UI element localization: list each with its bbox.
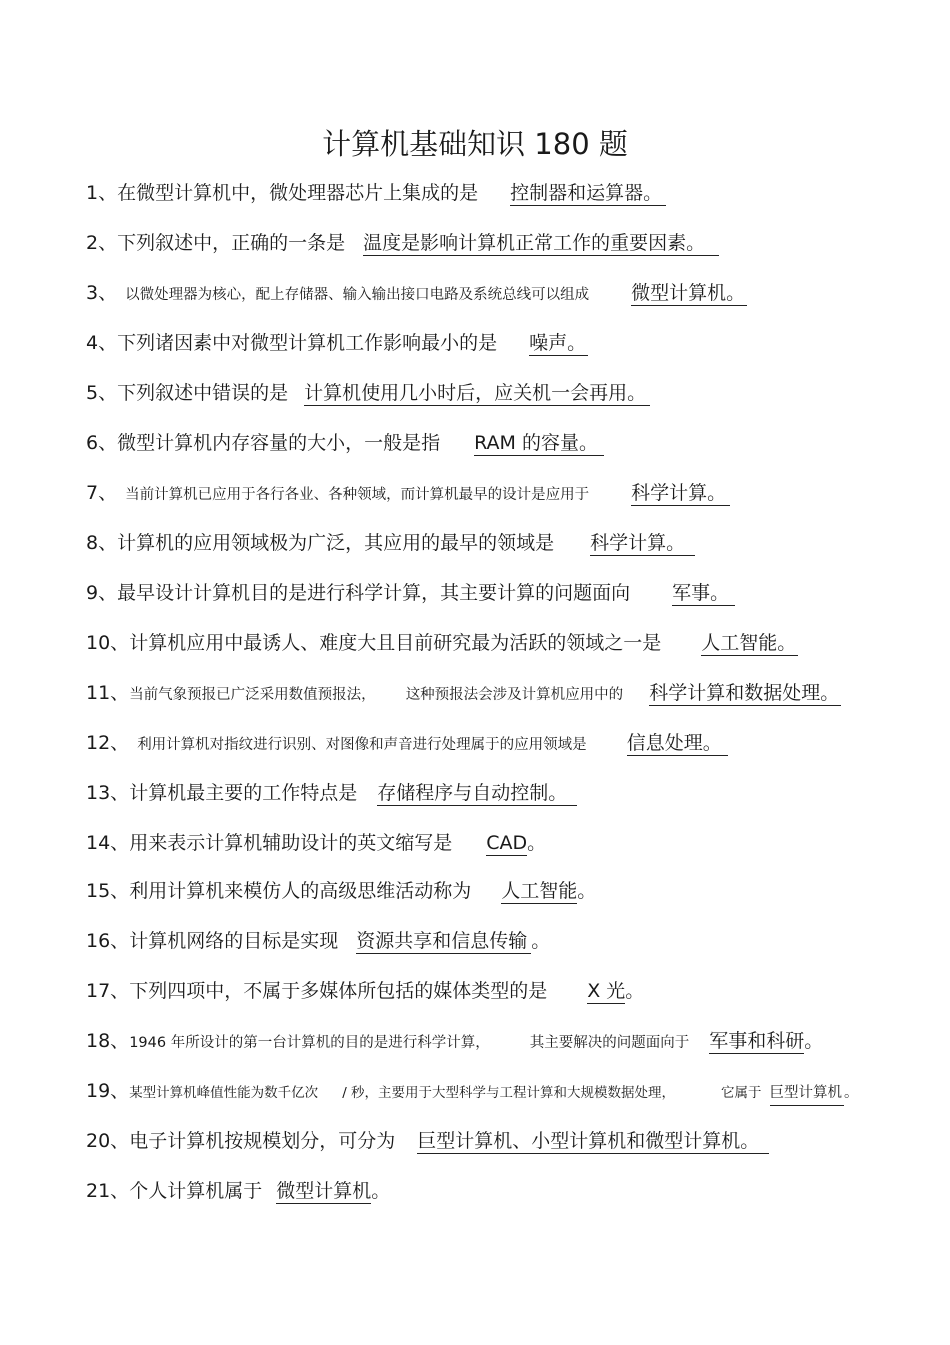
question-text: 当前计算机已应用于各行各业、各种领域，而计算机最早的设计是应用于 [125,487,590,503]
question-number: 2、 [86,232,118,254]
question-number: 16、 [86,930,130,952]
question-8 [86,528,695,558]
question-13 [86,778,577,808]
question-9 [86,578,735,608]
question-text: 微型计算机内存容量的大小，一般是指 [117,432,441,454]
question-number: 4、 [86,332,118,354]
question-text: 个人计算机属于 [129,1180,263,1202]
answer-blank: 科学计算。 [631,481,730,506]
question-text: 最早设计计算机目的是进行科学计算，其主要计算的问题面向 [117,582,631,604]
question-text-cont: / 秒，主要用于大型科学与工程计算和大规模数据处理， [342,1085,676,1101]
answer-blank: 噪声。 [529,332,587,354]
page-title: 计算机基础知识 180 题 [322,127,628,161]
question-number: 5、 [86,382,118,404]
question-number: 8、 [86,532,118,554]
question-3 [86,278,747,308]
answer-tail: 。 [844,1085,859,1101]
question-text: 利用计算机对指纹进行识别、对图像和声音进行处理属于的应用领域是 [137,737,587,753]
question-text: 某型计算机峰值性能为数千亿次 [129,1085,319,1101]
answer-blank: 人工智能 [501,880,578,902]
question-text: 利用计算机来模仿人的高级思维活动称为 [129,880,472,902]
answer-blank: 信息处理。 [627,731,728,756]
question-text: 计算机应用中最诱人、难度大且目前研究最为活跃的领域之一是 [129,632,662,654]
answer-blank: 温度是影响计算机正常工作的重要因素。 [363,231,719,256]
answer-blank: 人工智能。 [701,632,797,654]
question-2 [86,228,719,258]
answer-blank: 微型计算机 [276,1180,372,1202]
question-text: 以微处理器为核心，配上存储器、输入输出接口电路及系统总线可以组成 [125,287,590,303]
answer-tail: 。 [804,1030,824,1052]
question-number: 21、 [86,1180,130,1202]
question-number: 17、 [86,980,130,1002]
question-number: 7、 [86,482,118,504]
answer-blank: 控制器和运算器。 [510,181,666,206]
question-text: 下列叙述中错误的是 [117,382,289,404]
question-21 [86,1176,390,1206]
question-number: 19、 [86,1080,130,1102]
answer-blank: 存储程序与自动控制。 [377,781,577,806]
answer-blank: 巨型计算机、小型计算机和微型计算机。 [417,1129,769,1154]
question-20 [86,1126,769,1156]
question-text-cont: 其主要解决的问题面向于 [529,1035,690,1051]
answer-tail: 。 [625,980,645,1002]
question-7 [86,478,730,508]
question-number: 20、 [86,1130,130,1152]
question-text: 下列四项中，不属于多媒体所包括的媒体类型的是 [129,980,548,1002]
question-10 [86,628,798,658]
question-text: 下列诸因素中对微型计算机工作影响最小的是 [117,332,498,354]
question-text: 1946 年所设计的第一台计算机的目的是进行科学计算， [129,1035,490,1051]
question-16 [86,926,550,956]
answer-tail: 。 [371,1180,391,1202]
answer-blank: 科学计算。 [590,531,695,556]
question-number: 3、 [86,282,118,304]
question-1 [86,178,666,208]
question-text: 用来表示计算机辅助设计的英文缩写是 [129,832,453,854]
question-14 [86,828,546,858]
question-text: 计算机的应用领域极为广泛，其应用的最早的领域是 [117,532,555,554]
answer-tail: 。 [577,880,597,902]
answer-tail: 。 [527,832,547,854]
answer-blank: 巨型计算机 [770,1081,845,1106]
question-number: 6、 [86,432,118,454]
question-6 [86,428,604,458]
answer-blank: 微型计算机。 [631,282,746,304]
answer-blank: 科学计算和数据处理。 [649,682,840,704]
answer-blank: 计算机使用几小时后，应关机一会再用。 [304,381,650,406]
question-number: 11、 [86,682,130,704]
question-17 [86,976,644,1006]
question-4 [86,328,588,358]
question-text-cont: 它属于 [721,1085,762,1101]
question-number: 15、 [86,880,130,902]
question-text: 在微型计算机中，微处理器芯片上集成的是 [117,182,479,204]
question-number: 14、 [86,832,130,854]
answer-blank: CAD [486,832,528,854]
question-text: 计算机最主要的工作特点是 [129,782,358,804]
answer-blank: X 光 [587,980,626,1002]
question-text: 电子计算机按规模划分，可分为 [129,1130,396,1152]
question-text: 下列叙述中，正确的一条是 [117,232,346,254]
question-number: 13、 [86,782,130,804]
question-11 [86,678,841,708]
question-12 [86,728,728,758]
question-number: 10、 [86,632,130,654]
question-number: 18、 [86,1030,130,1052]
question-15 [86,876,596,906]
answer-blank: 军事。 [672,581,735,606]
question-text: 计算机网络的目标是实现 [129,930,339,952]
answer-blank: 资源共享和信息传输 [356,929,531,954]
question-19 [86,1076,859,1106]
question-number: 9、 [86,582,118,604]
answer-blank: 军事和科研 [709,1030,805,1052]
answer-blank: RAM 的容量。 [474,431,604,456]
question-18 [86,1026,823,1056]
question-number: 1、 [86,182,118,204]
question-text-cont: 这种预报法会涉及计算机应用中的 [405,687,624,703]
question-number: 12、 [86,732,130,754]
question-text: 当前气象预报已广泛采用数值预报法， [129,687,376,703]
question-5 [86,378,650,408]
answer-tail: 。 [531,930,551,952]
